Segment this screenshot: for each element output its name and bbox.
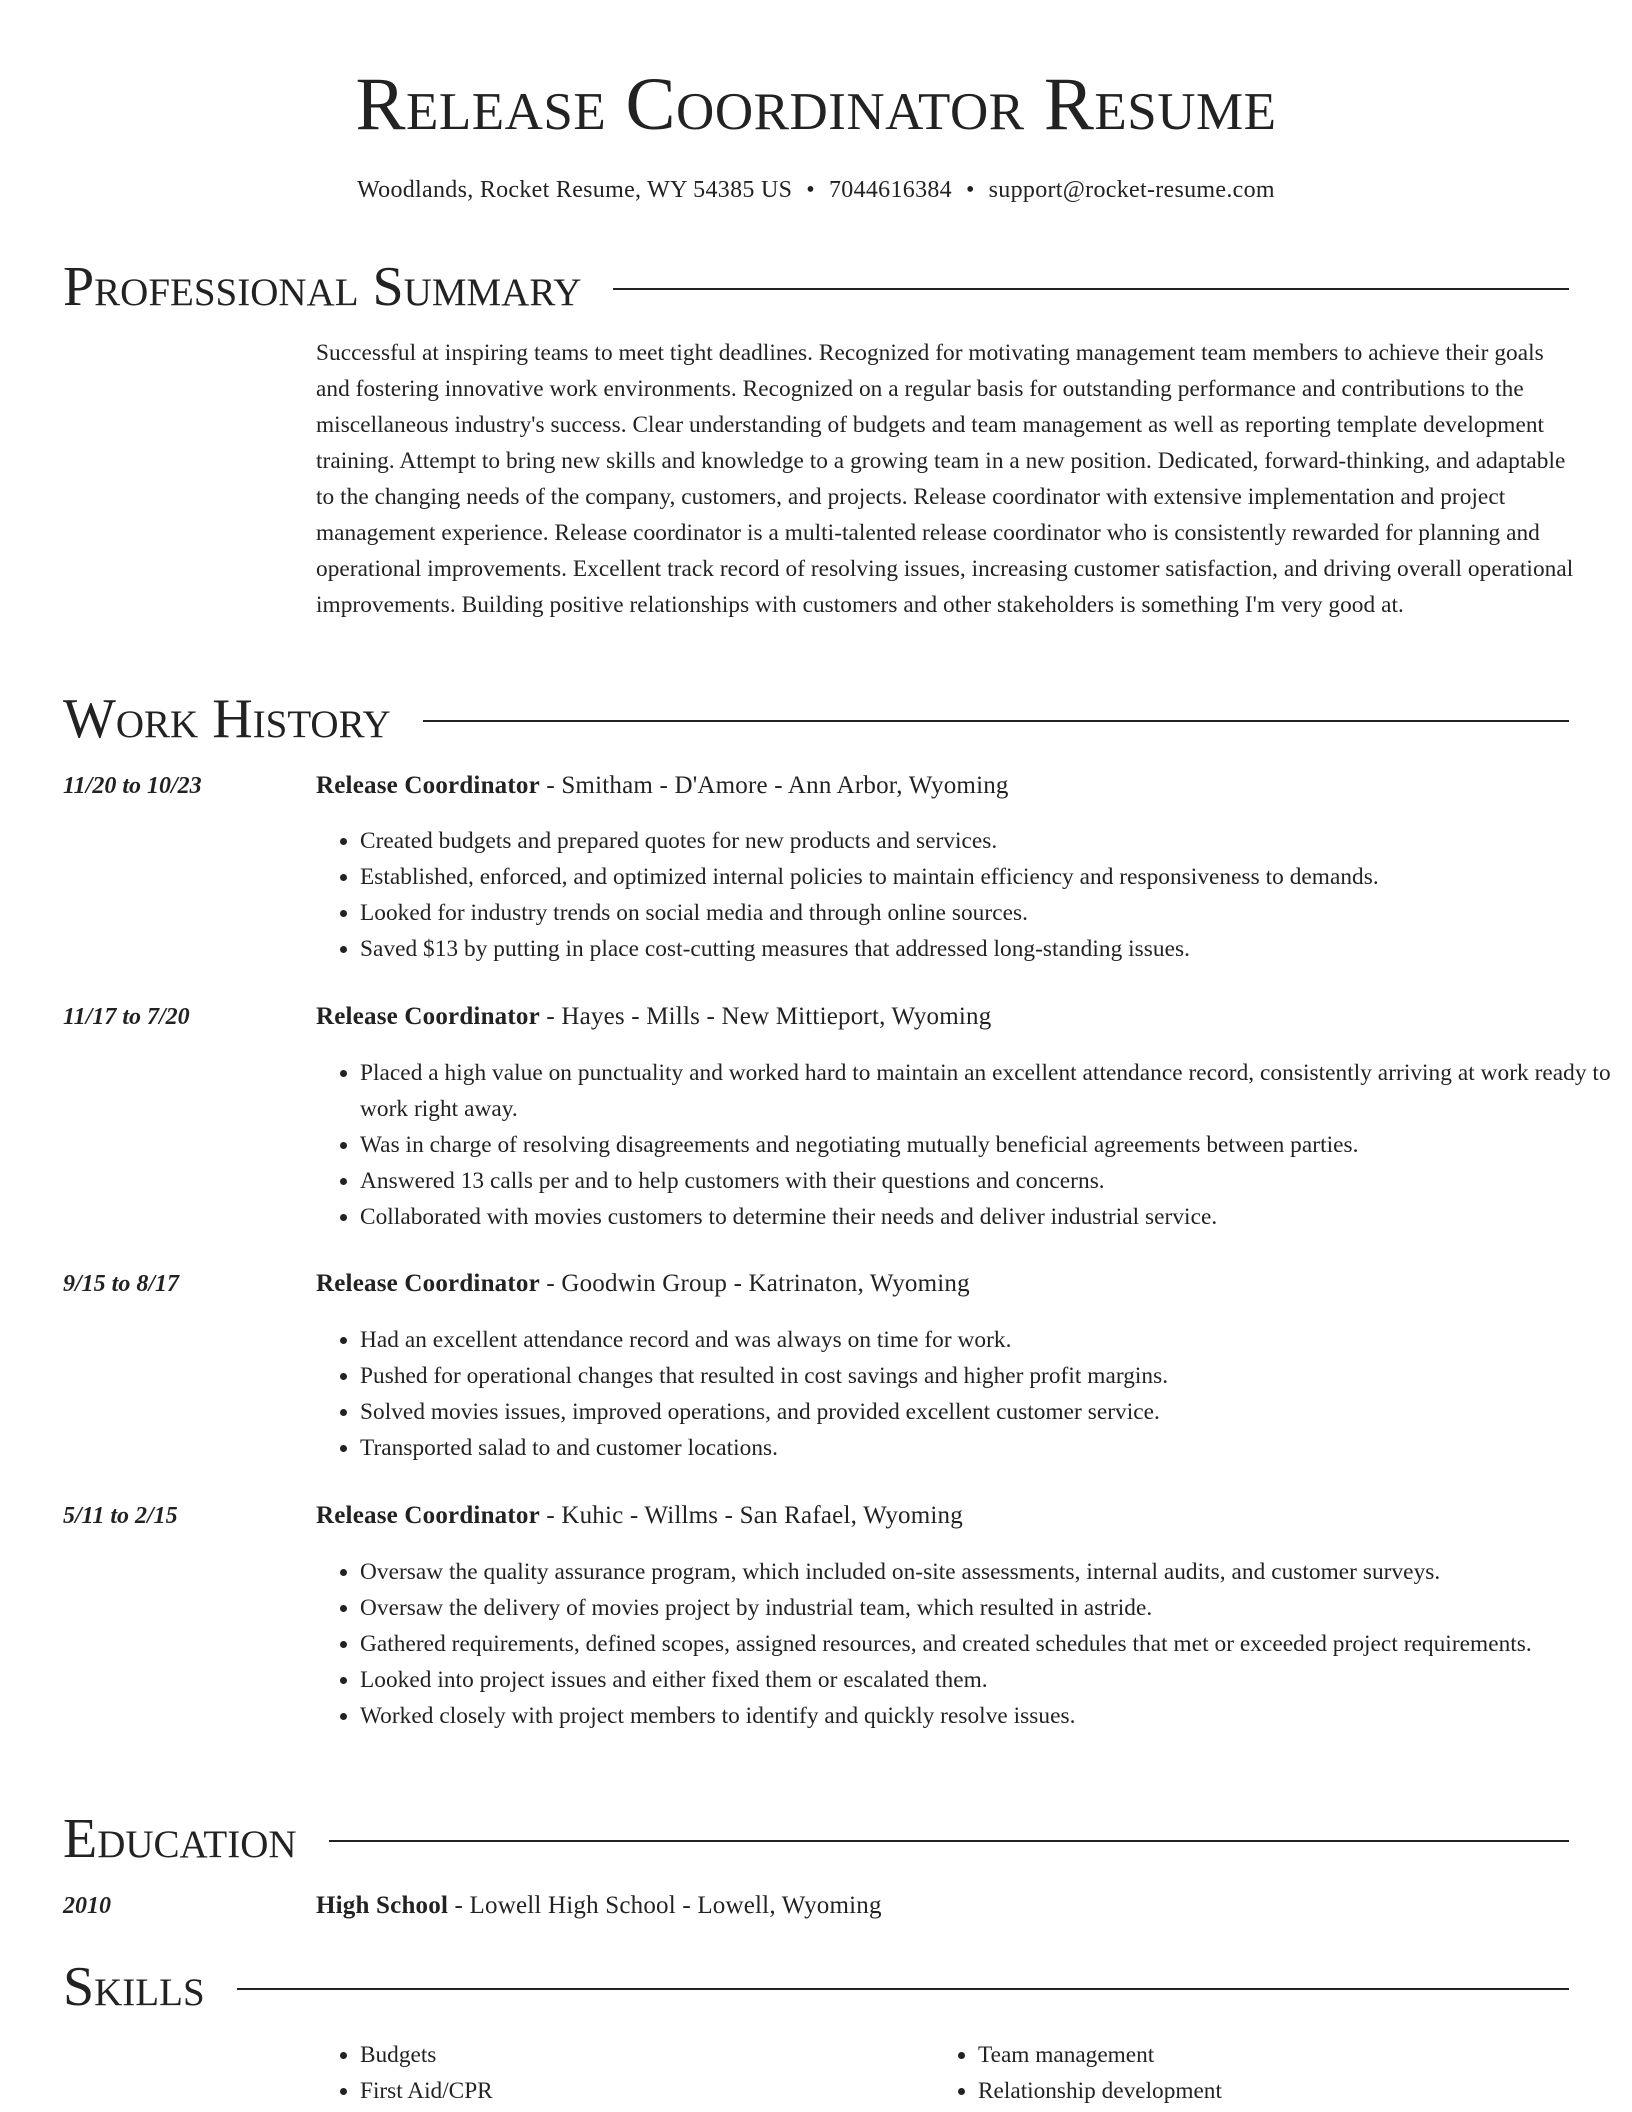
section-divider <box>237 1988 1569 1990</box>
job-bullet: • Solved movies issues, improved operations, and provided excellent customer service. <box>360 1394 1622 1430</box>
job-dates: 11/20 to 10/23 <box>63 773 202 799</box>
job-bullet: • Had an excellent attendance record and was always on time for work. <box>360 1322 1622 1358</box>
education-entry <box>316 1890 882 1922</box>
job-bullet: • Placed a high value on punctuality and worked hard to maintain an excellent attendance record, consistently arriving at work ready to work right away. <box>360 1055 1622 1127</box>
job-title: Release Coordinator <box>316 1270 540 1297</box>
contact-line <box>0 174 1632 206</box>
job-dates: 11/17 to 7/20 <box>63 1004 190 1030</box>
work-section-header <box>63 687 1569 751</box>
job-bullet: • Worked closely with project members to identify and quickly resolve issues. <box>360 1698 1622 1734</box>
separator: • <box>965 177 975 203</box>
section-divider <box>423 720 1569 722</box>
job-title: Release Coordinator <box>316 1003 540 1030</box>
address: Woodlands, Rocket Resume, WY 54385 US <box>357 177 793 203</box>
job-bullets <box>316 823 1622 967</box>
job-bullets <box>316 1322 1622 1466</box>
education-year: 2010 <box>63 1893 111 1919</box>
education-heading: Education <box>63 1808 297 1870</box>
job-details: - Smitham - D'Amore - Ann Arbor, Wyoming <box>539 772 1009 799</box>
job-bullets <box>316 1055 1622 1235</box>
job-bullet: • Was in charge of resolving disagreements and negotiating mutually beneficial agreements between parties. <box>360 1127 1622 1163</box>
job-header <box>316 1268 970 1300</box>
job-bullet: • Oversaw the quality assurance program, which included on-site assessments, internal audits, and customer surveys. <box>360 1554 1622 1590</box>
skill-item: • First Aid/CPR <box>360 2073 493 2109</box>
job-bullets <box>316 1554 1622 1734</box>
summary-text: Successful at inspiring teams to meet tight deadlines. Recognized for motivating management team members to achieve their goals and fostering innovative work environments. Recognized on a regular basis for outstanding performance and contributions to the miscellaneous industry's success. Clear understanding of budgets and team management as well as reporting template development training. Attempt to bring new skills and knowledge to a growing team in a new position. Dedicated, forward-thinking, and adaptable to the changing needs of the company, customers, and projects. Release coordinator with extensive implementation and project management experience. Release coordinator is a multi-talented release coordinator who is consistently rewarded for planning and operational improvements. Excellent track record of resolving issues, increasing customer satisfaction, and driving overall operational improvements. Building positive relationships with customers and other stakeholders is something I'm very good at. <box>316 340 1574 618</box>
job-details: - Hayes - Mills - New Mittieport, Wyoming <box>539 1003 992 1030</box>
job-bullet: • Gathered requirements, defined scopes, assigned resources, and created schedules that met or exceeded project requirements. <box>360 1626 1622 1662</box>
job-title: Release Coordinator <box>316 772 540 799</box>
section-divider <box>613 288 1569 290</box>
resume-title: Release Coordinator Resume <box>355 63 1277 146</box>
job-bullet: • Saved $13 by putting in place cost-cutting measures that addressed long-standing issues. <box>360 931 1622 967</box>
separator: • <box>806 177 815 203</box>
job-details: - Kuhic - Willms - San Rafael, Wyoming <box>539 1502 963 1529</box>
job-details: - Goodwin Group - Katrinaton, Wyoming <box>539 1270 970 1297</box>
job-dates: 9/15 to 8/17 <box>63 1271 180 1297</box>
job-bullet: • Collaborated with movies customers to determine their needs and deliver industrial service. <box>360 1199 1622 1235</box>
education-section-header <box>63 1807 1569 1871</box>
skills-list-left <box>316 2037 493 2109</box>
job-dates: 5/11 to 2/15 <box>63 1503 178 1529</box>
job-bullet: • Looked into project issues and either fixed them or escalated them. <box>360 1662 1622 1698</box>
job-bullet: • Created budgets and prepared quotes for new products and services. <box>360 823 1622 859</box>
skill-item: • Team management <box>978 2037 1222 2073</box>
phone: 7044616384 <box>828 177 952 203</box>
skill-item: • Budgets <box>360 2037 493 2073</box>
summary-section-header <box>63 255 1569 319</box>
degree: High School <box>316 1892 449 1919</box>
job-header <box>316 1500 963 1532</box>
job-header <box>316 1001 991 1033</box>
job-header <box>316 770 1009 802</box>
summary-heading: Professional Summary <box>63 256 582 318</box>
skill-item: • Relationship development <box>978 2073 1222 2109</box>
email: support@rocket-resume.com <box>988 177 1275 203</box>
skills-list-right <box>934 2037 1222 2109</box>
work-heading: Work History <box>63 688 391 750</box>
job-bullet: • Oversaw the delivery of movies project by industrial team, which resulted in astride. <box>360 1590 1622 1626</box>
skills-heading: Skills <box>63 1956 205 2018</box>
job-bullet: • Pushed for operational changes that resulted in cost savings and higher profit margins. <box>360 1358 1622 1394</box>
skills-section-header <box>63 1955 1569 2019</box>
education-details: - Lowell High School - Lowell, Wyoming <box>448 1892 882 1919</box>
job-bullet: • Looked for industry trends on social media and through online sources. <box>360 895 1622 931</box>
job-bullet: • Answered 13 calls per and to help customers with their questions and concerns. <box>360 1163 1622 1199</box>
job-title: Release Coordinator <box>316 1502 540 1529</box>
job-bullet: • Established, enforced, and optimized internal policies to maintain efficiency and responsiveness to demands. <box>360 859 1622 895</box>
job-bullet: • Transported salad to and customer locations. <box>360 1430 1622 1466</box>
section-divider <box>329 1840 1569 1842</box>
